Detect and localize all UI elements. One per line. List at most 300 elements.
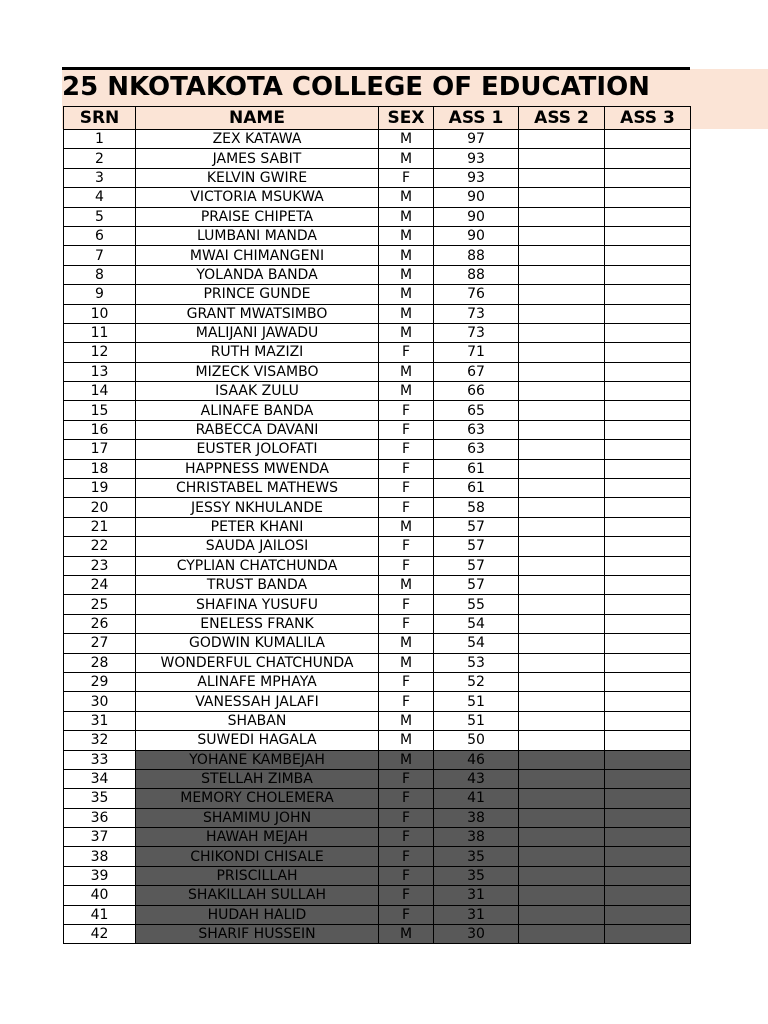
- cell-sex[interactable]: F: [379, 672, 434, 691]
- cell-ass2[interactable]: [519, 207, 605, 226]
- table-row: [64, 769, 691, 788]
- cell-srn[interactable]: 6: [64, 226, 136, 245]
- cell-ass3[interactable]: [605, 634, 691, 653]
- cell-name[interactable]: VICTORIA MSUKWA: [136, 188, 379, 207]
- cell-name[interactable]: SHARIF HUSSEIN: [136, 925, 379, 944]
- table-row: [64, 459, 691, 478]
- cell-ass2[interactable]: [519, 323, 605, 342]
- cell-sex[interactable]: M: [379, 149, 434, 168]
- cell-ass1[interactable]: 31: [434, 886, 519, 905]
- cell-srn[interactable]: 38: [64, 847, 136, 866]
- table-row: [64, 382, 691, 401]
- cell-name[interactable]: YOHANE KAMBEJAH: [136, 750, 379, 769]
- cell-srn[interactable]: 1: [64, 130, 136, 149]
- cell-srn[interactable]: 36: [64, 808, 136, 827]
- table-row: [64, 828, 691, 847]
- cell-ass1[interactable]: 97: [434, 130, 519, 149]
- cell-ass1[interactable]: 63: [434, 440, 519, 459]
- cell-ass3[interactable]: [605, 847, 691, 866]
- table-row: [64, 866, 691, 885]
- header-ass1[interactable]: ASS 1: [434, 107, 519, 130]
- cell-sex[interactable]: M: [379, 731, 434, 750]
- header-name[interactable]: NAME: [136, 107, 379, 130]
- cell-name[interactable]: EUSTER JOLOFATI: [136, 440, 379, 459]
- cell-ass2[interactable]: [519, 130, 605, 149]
- cell-ass2[interactable]: [519, 672, 605, 691]
- cell-srn[interactable]: 3: [64, 168, 136, 187]
- cell-name[interactable]: HAPPNESS MWENDA: [136, 459, 379, 478]
- cell-name[interactable]: JESSY NKHULANDE: [136, 498, 379, 517]
- cell-ass1[interactable]: 73: [434, 323, 519, 342]
- cell-srn[interactable]: 18: [64, 459, 136, 478]
- cell-sex[interactable]: M: [379, 517, 434, 536]
- cell-ass1[interactable]: 63: [434, 420, 519, 439]
- cell-ass3[interactable]: [605, 459, 691, 478]
- cell-sex[interactable]: F: [379, 595, 434, 614]
- cell-name[interactable]: HUDAH HALID: [136, 905, 379, 924]
- cell-sex[interactable]: M: [379, 575, 434, 594]
- cell-ass3[interactable]: [605, 168, 691, 187]
- table-row: [64, 537, 691, 556]
- cell-ass3[interactable]: [605, 420, 691, 439]
- cell-sex[interactable]: M: [379, 265, 434, 284]
- cell-srn[interactable]: 39: [64, 866, 136, 885]
- cell-ass1[interactable]: 53: [434, 653, 519, 672]
- cell-ass3[interactable]: [605, 440, 691, 459]
- table-row: [64, 479, 691, 498]
- cell-name[interactable]: ALINAFE BANDA: [136, 401, 379, 420]
- cell-sex[interactable]: M: [379, 925, 434, 944]
- cell-ass1[interactable]: 67: [434, 362, 519, 381]
- cell-srn[interactable]: 26: [64, 614, 136, 633]
- header-row: [64, 107, 691, 130]
- cell-sex[interactable]: M: [379, 750, 434, 769]
- table-row: [64, 420, 691, 439]
- cell-srn[interactable]: 14: [64, 382, 136, 401]
- cell-srn[interactable]: 28: [64, 653, 136, 672]
- cell-srn[interactable]: 9: [64, 285, 136, 304]
- cell-sex[interactable]: M: [379, 285, 434, 304]
- cell-sex[interactable]: M: [379, 130, 434, 149]
- cell-ass1[interactable]: 35: [434, 866, 519, 885]
- cell-ass3[interactable]: [605, 149, 691, 168]
- cell-sex[interactable]: F: [379, 866, 434, 885]
- cell-sex[interactable]: M: [379, 246, 434, 265]
- cell-ass2[interactable]: [519, 847, 605, 866]
- cell-sex[interactable]: F: [379, 168, 434, 187]
- table-row: [64, 731, 691, 750]
- cell-name[interactable]: PRINCE GUNDE: [136, 285, 379, 304]
- cell-ass3[interactable]: [605, 226, 691, 245]
- cell-sex[interactable]: F: [379, 769, 434, 788]
- cell-ass2[interactable]: [519, 614, 605, 633]
- cell-sex[interactable]: M: [379, 323, 434, 342]
- cell-ass2[interactable]: [519, 828, 605, 847]
- cell-ass1[interactable]: 93: [434, 149, 519, 168]
- cell-srn[interactable]: 12: [64, 343, 136, 362]
- cell-srn[interactable]: 5: [64, 207, 136, 226]
- cell-ass3[interactable]: [605, 750, 691, 769]
- cell-sex[interactable]: M: [379, 304, 434, 323]
- cell-sex[interactable]: F: [379, 614, 434, 633]
- cell-srn[interactable]: 25: [64, 595, 136, 614]
- cell-sex[interactable]: F: [379, 692, 434, 711]
- cell-ass3[interactable]: [605, 304, 691, 323]
- table-row: [64, 808, 691, 827]
- cell-name[interactable]: SHAKILLAH SULLAH: [136, 886, 379, 905]
- cell-ass2[interactable]: [519, 905, 605, 924]
- cell-ass3[interactable]: [605, 769, 691, 788]
- cell-ass1[interactable]: 61: [434, 479, 519, 498]
- cell-srn[interactable]: 17: [64, 440, 136, 459]
- cell-ass3[interactable]: [605, 537, 691, 556]
- cell-ass2[interactable]: [519, 537, 605, 556]
- table-row: [64, 498, 691, 517]
- cell-ass2[interactable]: [519, 343, 605, 362]
- cell-ass3[interactable]: [605, 731, 691, 750]
- cell-ass3[interactable]: [605, 808, 691, 827]
- cell-ass2[interactable]: [519, 769, 605, 788]
- cell-ass1[interactable]: 76: [434, 285, 519, 304]
- cell-sex[interactable]: M: [379, 207, 434, 226]
- score-table: [63, 106, 691, 944]
- cell-name[interactable]: HAWAH MEJAH: [136, 828, 379, 847]
- table-row: [64, 265, 691, 284]
- cell-name[interactable]: CHIKONDI CHISALE: [136, 847, 379, 866]
- cell-sex[interactable]: F: [379, 401, 434, 420]
- cell-srn[interactable]: 35: [64, 789, 136, 808]
- cell-name[interactable]: ZEX KATAWA: [136, 130, 379, 149]
- table-row: [64, 847, 691, 866]
- cell-srn[interactable]: 37: [64, 828, 136, 847]
- cell-name[interactable]: PRAISE CHIPETA: [136, 207, 379, 226]
- cell-sex[interactable]: F: [379, 828, 434, 847]
- cell-ass1[interactable]: 73: [434, 304, 519, 323]
- cell-name[interactable]: RABECCA DAVANI: [136, 420, 379, 439]
- cell-name[interactable]: SUWEDI HAGALA: [136, 731, 379, 750]
- cell-name[interactable]: MIZECK VISAMBO: [136, 362, 379, 381]
- table-row: [64, 672, 691, 691]
- cell-srn[interactable]: 27: [64, 634, 136, 653]
- cell-ass3[interactable]: [605, 382, 691, 401]
- cell-ass2[interactable]: [519, 265, 605, 284]
- header-srn[interactable]: SRN: [64, 107, 136, 130]
- cell-ass3[interactable]: [605, 789, 691, 808]
- cell-ass2[interactable]: [519, 285, 605, 304]
- cell-ass2[interactable]: [519, 382, 605, 401]
- table-row: [64, 246, 691, 265]
- cell-ass3[interactable]: [605, 285, 691, 304]
- cell-ass2[interactable]: [519, 304, 605, 323]
- cell-ass2[interactable]: [519, 750, 605, 769]
- cell-ass1[interactable]: 90: [434, 188, 519, 207]
- cell-srn[interactable]: 10: [64, 304, 136, 323]
- cell-ass2[interactable]: [519, 459, 605, 478]
- cell-ass2[interactable]: [519, 925, 605, 944]
- cell-sex[interactable]: F: [379, 440, 434, 459]
- cell-sex[interactable]: M: [379, 226, 434, 245]
- cell-ass1[interactable]: 88: [434, 246, 519, 265]
- cell-ass1[interactable]: 51: [434, 692, 519, 711]
- cell-ass2[interactable]: [519, 149, 605, 168]
- cell-ass1[interactable]: 66: [434, 382, 519, 401]
- cell-name[interactable]: JAMES SABIT: [136, 149, 379, 168]
- cell-ass2[interactable]: [519, 789, 605, 808]
- table-row: [64, 304, 691, 323]
- cell-ass3[interactable]: [605, 866, 691, 885]
- table-row: [64, 556, 691, 575]
- cell-ass1[interactable]: 50: [434, 731, 519, 750]
- cell-srn[interactable]: 33: [64, 750, 136, 769]
- cell-ass2[interactable]: [519, 479, 605, 498]
- cell-name[interactable]: GODWIN KUMALILA: [136, 634, 379, 653]
- table-row: [64, 711, 691, 730]
- table-row: [64, 149, 691, 168]
- cell-ass2[interactable]: [519, 517, 605, 536]
- cell-srn[interactable]: 8: [64, 265, 136, 284]
- cell-name[interactable]: VANESSAH JALAFI: [136, 692, 379, 711]
- cell-name[interactable]: PRISCILLAH: [136, 866, 379, 885]
- cell-sex[interactable]: F: [379, 537, 434, 556]
- header-sex[interactable]: SEX: [379, 107, 434, 130]
- cell-ass3[interactable]: [605, 556, 691, 575]
- table-row: [64, 575, 691, 594]
- cell-ass2[interactable]: [519, 498, 605, 517]
- cell-ass1[interactable]: 43: [434, 769, 519, 788]
- cell-ass3[interactable]: [605, 614, 691, 633]
- cell-ass1[interactable]: 88: [434, 265, 519, 284]
- table-row: [64, 343, 691, 362]
- cell-ass3[interactable]: [605, 207, 691, 226]
- cell-srn[interactable]: 31: [64, 711, 136, 730]
- cell-ass2[interactable]: [519, 246, 605, 265]
- cell-name[interactable]: GRANT MWATSIMBO: [136, 304, 379, 323]
- cell-ass1[interactable]: 54: [434, 614, 519, 633]
- cell-ass3[interactable]: [605, 265, 691, 284]
- cell-ass2[interactable]: [519, 711, 605, 730]
- table-row: [64, 188, 691, 207]
- table-row: [64, 323, 691, 342]
- header-ass2[interactable]: ASS 2: [519, 107, 605, 130]
- table-row: [64, 226, 691, 245]
- cell-name[interactable]: KELVIN GWIRE: [136, 168, 379, 187]
- table-row: [64, 614, 691, 633]
- cell-ass3[interactable]: [605, 925, 691, 944]
- cell-sex[interactable]: F: [379, 498, 434, 517]
- cell-ass3[interactable]: [605, 711, 691, 730]
- cell-ass3[interactable]: [605, 401, 691, 420]
- cell-ass3[interactable]: [605, 595, 691, 614]
- cell-ass2[interactable]: [519, 886, 605, 905]
- cell-ass2[interactable]: [519, 226, 605, 245]
- cell-srn[interactable]: 11: [64, 323, 136, 342]
- cell-ass3[interactable]: [605, 575, 691, 594]
- cell-ass1[interactable]: 58: [434, 498, 519, 517]
- cell-sex[interactable]: F: [379, 789, 434, 808]
- table-row: [64, 925, 691, 944]
- cell-srn[interactable]: 15: [64, 401, 136, 420]
- cell-sex[interactable]: F: [379, 808, 434, 827]
- cell-ass1[interactable]: 35: [434, 847, 519, 866]
- cell-name[interactable]: SHABAN: [136, 711, 379, 730]
- cell-name[interactable]: SHAMIMU JOHN: [136, 808, 379, 827]
- cell-name[interactable]: PETER KHANI: [136, 517, 379, 536]
- table-row: [64, 517, 691, 536]
- cell-name[interactable]: SAUDA JAILOSI: [136, 537, 379, 556]
- cell-srn[interactable]: 22: [64, 537, 136, 556]
- cell-ass1[interactable]: 71: [434, 343, 519, 362]
- cell-ass3[interactable]: [605, 672, 691, 691]
- cell-ass1[interactable]: 54: [434, 634, 519, 653]
- cell-ass1[interactable]: 52: [434, 672, 519, 691]
- cell-ass1[interactable]: 41: [434, 789, 519, 808]
- cell-name[interactable]: MWAI CHIMANGENI: [136, 246, 379, 265]
- cell-srn[interactable]: 20: [64, 498, 136, 517]
- table-row: [64, 905, 691, 924]
- cell-ass2[interactable]: [519, 653, 605, 672]
- cell-srn[interactable]: 2: [64, 149, 136, 168]
- cell-srn[interactable]: 23: [64, 556, 136, 575]
- cell-sex[interactable]: F: [379, 479, 434, 498]
- cell-ass2[interactable]: [519, 556, 605, 575]
- table-row: [64, 634, 691, 653]
- cell-ass1[interactable]: 90: [434, 226, 519, 245]
- cell-ass3[interactable]: [605, 246, 691, 265]
- cell-ass1[interactable]: 46: [434, 750, 519, 769]
- cell-ass2[interactable]: [519, 866, 605, 885]
- cell-srn[interactable]: 34: [64, 769, 136, 788]
- cell-ass3[interactable]: [605, 188, 691, 207]
- cell-sex[interactable]: M: [379, 653, 434, 672]
- cell-ass2[interactable]: [519, 420, 605, 439]
- table-row: [64, 595, 691, 614]
- cell-sex[interactable]: M: [379, 188, 434, 207]
- cell-ass1[interactable]: 57: [434, 517, 519, 536]
- cell-srn[interactable]: 16: [64, 420, 136, 439]
- cell-ass1[interactable]: 65: [434, 401, 519, 420]
- cell-sex[interactable]: M: [379, 382, 434, 401]
- cell-ass3[interactable]: [605, 905, 691, 924]
- cell-srn[interactable]: 29: [64, 672, 136, 691]
- cell-name[interactable]: MEMORY CHOLEMERA: [136, 789, 379, 808]
- cell-ass3[interactable]: [605, 517, 691, 536]
- cell-ass1[interactable]: 38: [434, 808, 519, 827]
- cell-name[interactable]: LUMBANI MANDA: [136, 226, 379, 245]
- cell-ass3[interactable]: [605, 479, 691, 498]
- cell-ass2[interactable]: [519, 692, 605, 711]
- cell-ass2[interactable]: [519, 168, 605, 187]
- cell-sex[interactable]: M: [379, 711, 434, 730]
- cell-ass2[interactable]: [519, 731, 605, 750]
- cell-name[interactable]: ISAAK ZULU: [136, 382, 379, 401]
- cell-sex[interactable]: M: [379, 634, 434, 653]
- cell-srn[interactable]: 24: [64, 575, 136, 594]
- cell-sex[interactable]: F: [379, 420, 434, 439]
- cell-ass3[interactable]: [605, 343, 691, 362]
- cell-ass2[interactable]: [519, 634, 605, 653]
- cell-srn[interactable]: 30: [64, 692, 136, 711]
- cell-ass3[interactable]: [605, 130, 691, 149]
- cell-ass2[interactable]: [519, 440, 605, 459]
- cell-ass1[interactable]: 31: [434, 905, 519, 924]
- cell-ass1[interactable]: 55: [434, 595, 519, 614]
- cell-srn[interactable]: 7: [64, 246, 136, 265]
- cell-ass1[interactable]: 90: [434, 207, 519, 226]
- cell-ass3[interactable]: [605, 828, 691, 847]
- cell-name[interactable]: TRUST BANDA: [136, 575, 379, 594]
- cell-ass2[interactable]: [519, 401, 605, 420]
- cell-ass1[interactable]: 93: [434, 168, 519, 187]
- cell-srn[interactable]: 42: [64, 925, 136, 944]
- cell-srn[interactable]: 21: [64, 517, 136, 536]
- cell-name[interactable]: YOLANDA BANDA: [136, 265, 379, 284]
- cell-ass1[interactable]: 61: [434, 459, 519, 478]
- cell-ass2[interactable]: [519, 808, 605, 827]
- table-row: [64, 653, 691, 672]
- cell-name[interactable]: WONDERFUL CHATCHUNDA: [136, 653, 379, 672]
- cell-sex[interactable]: F: [379, 556, 434, 575]
- table-row: [64, 886, 691, 905]
- table-row: [64, 168, 691, 187]
- cell-sex[interactable]: F: [379, 905, 434, 924]
- cell-srn[interactable]: 41: [64, 905, 136, 924]
- cell-name[interactable]: ALINAFE MPHAYA: [136, 672, 379, 691]
- cell-name[interactable]: RUTH MAZIZI: [136, 343, 379, 362]
- cell-ass1[interactable]: 57: [434, 575, 519, 594]
- table-row: [64, 401, 691, 420]
- cell-sex[interactable]: F: [379, 343, 434, 362]
- cell-ass2[interactable]: [519, 362, 605, 381]
- cell-name[interactable]: CHRISTABEL MATHEWS: [136, 479, 379, 498]
- cell-name[interactable]: ENELESS FRANK: [136, 614, 379, 633]
- table-row: [64, 362, 691, 381]
- cell-name[interactable]: MALIJANI JAWADU: [136, 323, 379, 342]
- table-row: [64, 789, 691, 808]
- cell-sex[interactable]: M: [379, 362, 434, 381]
- cell-srn[interactable]: 19: [64, 479, 136, 498]
- cell-srn[interactable]: 13: [64, 362, 136, 381]
- table-row: [64, 692, 691, 711]
- cell-ass1[interactable]: 30: [434, 925, 519, 944]
- cell-name[interactable]: SHAFINA YUSUFU: [136, 595, 379, 614]
- header-ass3[interactable]: ASS 3: [605, 107, 691, 130]
- cell-ass3[interactable]: [605, 362, 691, 381]
- cell-ass2[interactable]: [519, 188, 605, 207]
- cell-ass1[interactable]: 38: [434, 828, 519, 847]
- cell-srn[interactable]: 32: [64, 731, 136, 750]
- cell-srn[interactable]: 4: [64, 188, 136, 207]
- cell-ass3[interactable]: [605, 498, 691, 517]
- table-row: [64, 130, 691, 149]
- cell-ass2[interactable]: [519, 595, 605, 614]
- cell-srn[interactable]: 40: [64, 886, 136, 905]
- cell-ass3[interactable]: [605, 323, 691, 342]
- cell-sex[interactable]: F: [379, 847, 434, 866]
- cell-ass2[interactable]: [519, 575, 605, 594]
- cell-sex[interactable]: F: [379, 886, 434, 905]
- cell-ass1[interactable]: 51: [434, 711, 519, 730]
- cell-ass1[interactable]: 57: [434, 537, 519, 556]
- cell-sex[interactable]: F: [379, 459, 434, 478]
- table-row: [64, 285, 691, 304]
- cell-ass1[interactable]: 57: [434, 556, 519, 575]
- cell-name[interactable]: STELLAH ZIMBA: [136, 769, 379, 788]
- cell-ass3[interactable]: [605, 886, 691, 905]
- cell-ass3[interactable]: [605, 692, 691, 711]
- table-row: [64, 750, 691, 769]
- cell-ass3[interactable]: [605, 653, 691, 672]
- cell-name[interactable]: CYPLIAN CHATCHUNDA: [136, 556, 379, 575]
